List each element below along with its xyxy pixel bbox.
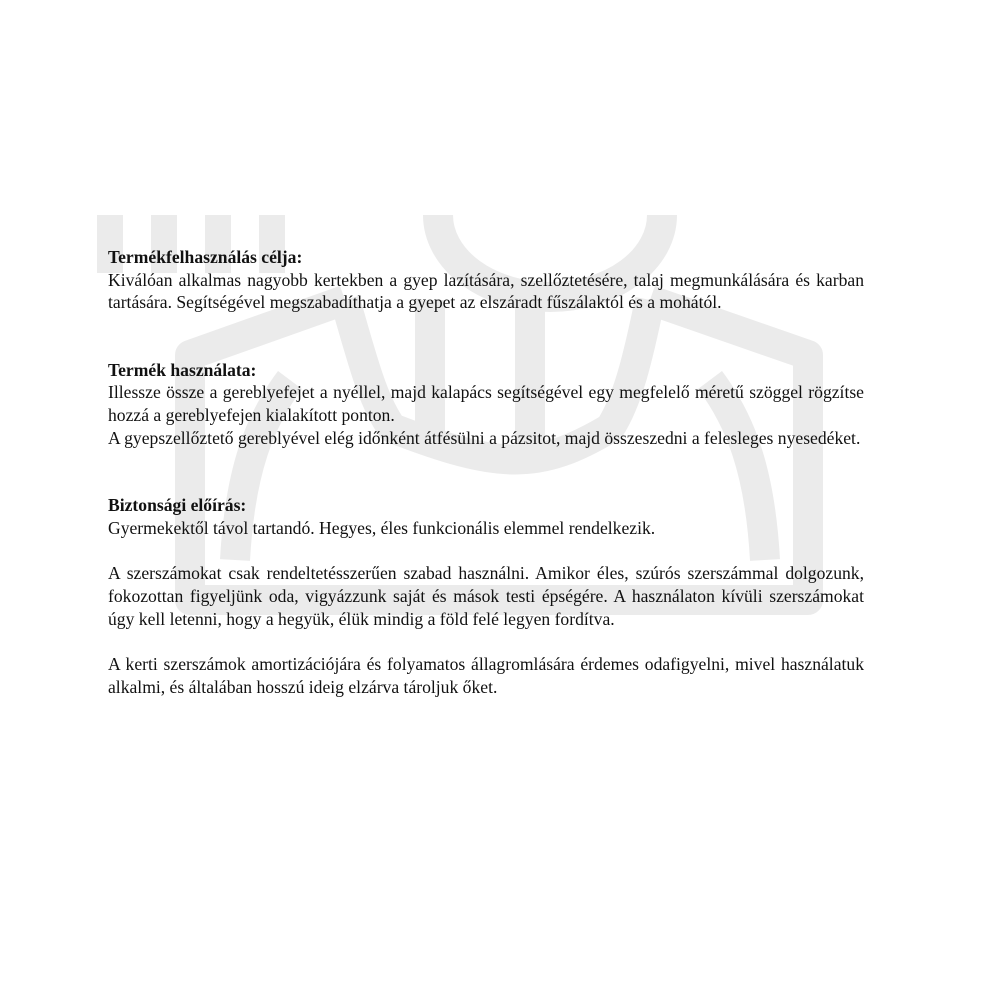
section-purpose bbox=[108, 246, 864, 314]
section-safety bbox=[108, 494, 864, 698]
paragraph: Kiválóan alkalmas nagyobb kertekben a gyep lazítására, szellőztetésére, talaj megmunkálására és karban tartására. Segítségével megszabadíthatja a gyepet az elszáradt fűszálaktól és a mohától. bbox=[108, 269, 864, 313]
paragraph: A gyepszellőztető gereblyével elég időnként átfésülni a pázsitot, majd összeszedni a felesleges nyesedéket. bbox=[108, 427, 861, 448]
section-heading: Biztonsági előírás: bbox=[108, 495, 247, 516]
document-body bbox=[108, 246, 864, 698]
section-heading: Termékfelhasználás célja: bbox=[108, 247, 303, 267]
paragraph: Gyermekektől távol tartandó. Hegyes, éles funkcionális elemmel rendelkezik. bbox=[108, 517, 656, 538]
section-usage bbox=[108, 359, 864, 449]
section-heading: Termék használata: bbox=[108, 359, 257, 380]
paragraph: A szerszámokat csak rendeltetésszerűen szabad használni. Amikor éles, szúrós szerszámmal dolgozunk, fokozottan figyeljünk oda, vigyázzunk saját és mások testi épségére. A használaton kívüli szerszámokat úgy kell letenni, hogy a hegyük, élük mindig a föld felé legyen fordítva. bbox=[108, 563, 864, 629]
paragraph: A kerti szerszámok amortizációjára és folyamatos állagromlására érdemes odafigyelni, mivel használatuk alkalmi, és általában hosszú ideig elzárva tároljuk őket. bbox=[108, 654, 864, 697]
paragraph: Illessze össze a gereblyefejet a nyéllel, majd kalapács segítségével egy megfelelő méretű szöggel rögzítse hozzá a gereblyefejen kialakított ponton. bbox=[108, 382, 864, 425]
